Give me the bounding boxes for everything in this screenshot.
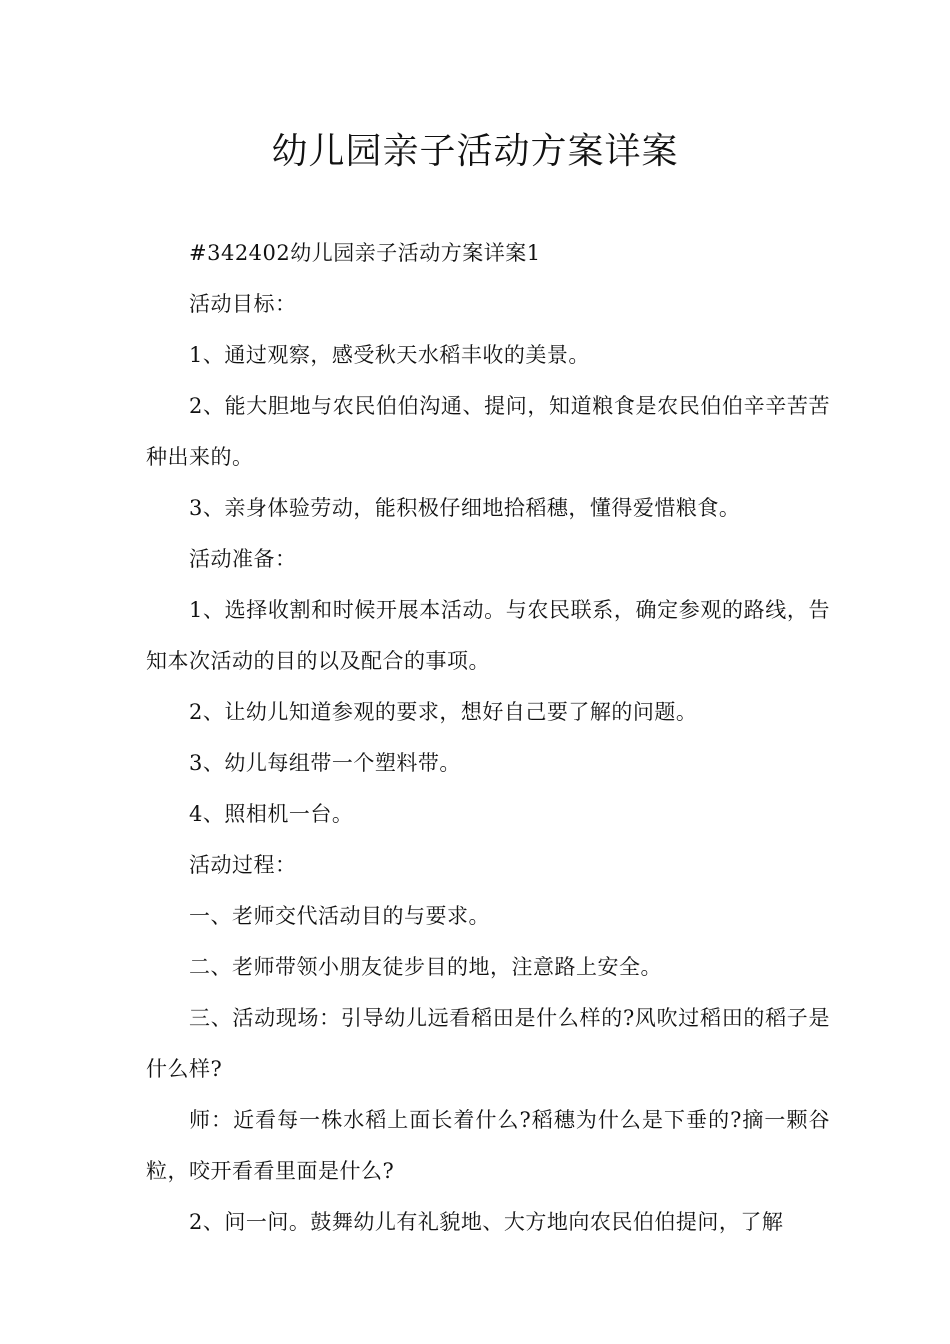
paragraph-process-2: 二、老师带领小朋友徒步目的地，注意路上安全。 [189,955,662,979]
paragraph-teacher-question: 师：近看每一株水稻上面长着什么?稻穗为什么是下垂的?摘一颗谷粒，咬开看看里面是什么? [146,1108,830,1183]
paragraph-prep-2: 2、让幼儿知道参观的要求，想好自己要了解的问题。 [189,700,698,724]
paragraph-goal-2: 2、能大胆地与农民伯伯沟通、提问，知道粮食是农民伯伯辛辛苦苦种出来的。 [146,394,830,469]
paragraph-goal-3: 3、亲身体验劳动，能积极仔细地拾稻穗，懂得爱惜粮食。 [189,496,741,520]
paragraph-section-goals: 活动目标： [189,292,297,316]
paragraph-ask-step: 2、问一问。鼓舞幼儿有礼貌地、大方地向农民伯伯提问，了解 [189,1210,784,1234]
paragraph-prep-4: 4、照相机一台。 [189,802,354,826]
paragraph-section-preparation: 活动准备： [189,547,297,571]
paragraph-goal-1: 1、通过观察，感受秋天水稻丰收的美景。 [189,343,590,367]
paragraph-prep-1: 1、选择收割和时候开展本活动。与农民联系，确定参观的路线，告知本次活动的目的以及配合的事项。 [146,598,830,673]
document-title: 幼儿园亲子活动方案详案 [271,131,679,172]
paragraph-prep-3: 3、幼儿每组带一个塑料带。 [189,751,461,775]
paragraph-process-1: 一、老师交代活动目的与要求。 [189,904,490,928]
document-body [146,228,830,1248]
paragraph-section-process: 活动过程： [189,853,297,877]
paragraph-process-3: 三、活动现场：引导幼儿远看稻田是什么样的?风吹过稻田的稻子是什么样? [146,1006,830,1081]
paragraph-heading-line: #342402幼儿园亲子活动方案详案1 [189,241,541,265]
